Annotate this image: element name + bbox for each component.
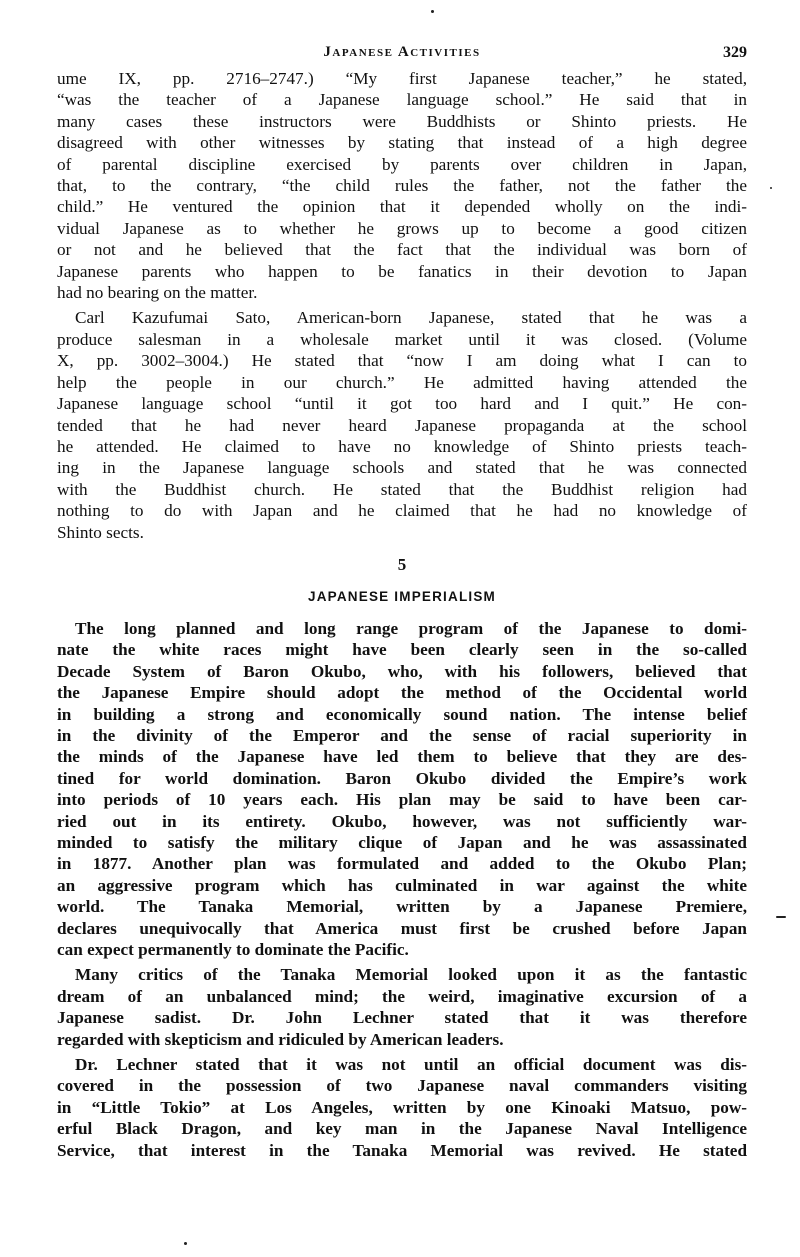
text-line: X, pp. 3002–3004.) He stated that “now I am doing what I can to	[57, 351, 747, 371]
bottom-text	[57, 618, 747, 1161]
text-line: erful Black Dragon, and key man in the Japanese Naval Intelligence	[57, 1119, 747, 1139]
text-line: with the Buddhist church. He stated that the Buddhist religion had	[57, 479, 747, 499]
text-line: Japanese language school “until it got too hard and I quit.” He con-	[57, 394, 747, 414]
text-line: the minds of the Japanese have led them to believe that they are des-	[57, 747, 747, 767]
text-line: declares unequivocally that America must first be crushed before Japan	[57, 918, 747, 938]
text-line: had no bearing on the matter.	[57, 283, 258, 303]
text-line: tined for world domination. Baron Okubo divided the Empire’s work	[57, 768, 747, 788]
text-line: Japanese parents who happen to be fanatics in their devotion to Japan	[57, 261, 747, 281]
text-line: in building a strong and economically sound nation. The intense belief	[57, 704, 747, 724]
text-line: of parental discipline exercised by parents over children in Japan,	[57, 154, 747, 174]
scan-speck	[184, 1242, 187, 1245]
scan-speck	[776, 916, 786, 918]
text-line: The long planned and long range program of the Japanese to domi-	[75, 618, 747, 638]
text-line: regarded with skepticism and ridiculed by American leaders.	[57, 1029, 504, 1049]
paragraph-1	[57, 68, 747, 303]
text-line: help the people in our church.” He admitted having attended the	[57, 372, 747, 392]
text-line: an aggressive program which has culminated in war against the white	[57, 875, 747, 895]
running-title: Japanese Activities	[323, 44, 481, 60]
text-line: he attended. He claimed to have no knowledge of Shinto priests teach-	[57, 436, 747, 456]
paragraph-2	[57, 307, 747, 542]
text-line: vidual Japanese as to whether he grows up to become a good citizen	[57, 218, 747, 238]
text-line: tended that he had never heard Japanese propaganda at the school	[57, 415, 747, 435]
text-line: nothing to do with Japan and he claimed that he had no knowledge of	[57, 501, 747, 521]
text-line: Service, that interest in the Tanaka Memorial was revived. He stated	[57, 1140, 747, 1160]
text-line: Japanese sadist. Dr. John Lechner stated that it was therefore	[57, 1008, 747, 1028]
text-line: in 1877. Another plan was formulated and added to the Okubo Plan;	[57, 854, 747, 874]
text-line: produce salesman in a wholesale market until it was closed. (Volume	[57, 329, 747, 349]
text-line: that, to the contrary, “the child rules the father, not the father the	[57, 176, 747, 196]
text-line: dream of an unbalanced mind; the weird, imaginative excursion of a	[57, 986, 747, 1006]
text-line: many cases these instructors were Buddhists or Shinto priests. He	[57, 111, 747, 131]
text-line: ume IX, pp. 2716–2747.) “My first Japanese teacher,” he stated,	[57, 69, 747, 88]
text-line: nate the white races might have been clearly seen in the so-called	[57, 640, 747, 660]
text-line: in the divinity of the Emperor and the sense of racial superiority in	[57, 725, 747, 745]
text-line: Shinto sects.	[57, 522, 144, 542]
document-page	[57, 44, 747, 1161]
paragraph-3	[57, 618, 747, 961]
section-number: 5	[397, 554, 407, 574]
text-line: or not and he believed that the fact that the individual was born of	[57, 240, 747, 260]
text-line: ried out in its entirety. Okubo, however, was not sufficiently war-	[57, 811, 747, 831]
text-line: “was the teacher of a Japanese language school.” He said that in	[57, 90, 747, 110]
text-line: Carl Kazufumai Sato, American-born Japanese, stated that he was a	[75, 308, 747, 328]
scan-speck	[431, 10, 434, 13]
page-header	[57, 44, 747, 68]
text-line: the Japanese Empire should adopt the method of the Occidental world	[57, 683, 747, 703]
text-line: minded to satisfy the military clique of Japan and he was assassinated	[57, 833, 747, 852]
text-line: Decade System of Baron Okubo, who, with his followers, believed that	[57, 661, 747, 681]
text-line: in “Little Tokio” at Los Angeles, written by one Kinoaki Matsuo, pow-	[57, 1097, 747, 1117]
text-line: can expect permanently to dominate the Pacific.	[57, 940, 409, 960]
paragraph-4	[57, 964, 747, 1050]
page-number: 329	[723, 44, 747, 61]
text-line: Dr. Lechner stated that it was not until an official document was dis-	[75, 1055, 747, 1075]
paragraph-5	[57, 1054, 747, 1161]
section-title: JAPANESE IMPERIALISM	[307, 588, 497, 604]
text-line: into periods of 10 years each. His plan may be said to have been car-	[57, 790, 747, 810]
scan-speck	[770, 187, 772, 189]
text-line: world. The Tanaka Memorial, written by a Japanese Premiere,	[57, 897, 747, 917]
text-line: Many critics of the Tanaka Memorial looked upon it as the fantastic	[75, 965, 747, 985]
top-text	[57, 68, 747, 543]
text-line: covered in the possession of two Japanese naval commanders visiting	[57, 1076, 747, 1096]
text-line: child.” He ventured the opinion that it depended wholly on the indi-	[57, 197, 747, 217]
text-line: disagreed with other witnesses by stating that instead of a high degree	[57, 133, 747, 153]
text-line: ing in the Japanese language schools and stated that he was connected	[57, 458, 747, 478]
